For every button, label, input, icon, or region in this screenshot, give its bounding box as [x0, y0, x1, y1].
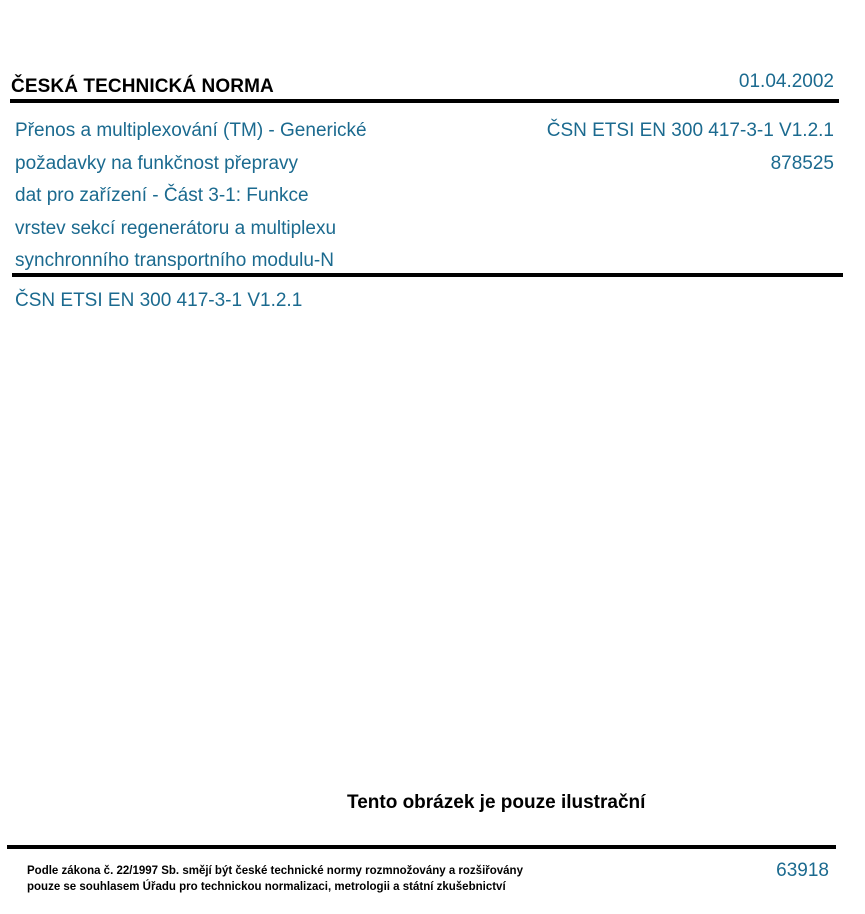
legal-line: pouze se souhlasem Úřadu pro technickou normalizaci, metrologii a státní zkušebnictví: [27, 881, 506, 893]
standard-id: ČSN ETSI EN 300 417-3-1 V1.2.1: [15, 290, 303, 311]
subject-line: synchronního transportního modulu-N: [15, 250, 334, 271]
class-number: 878525: [770, 152, 834, 174]
illustration-note: Tento obrázek je pouze ilustrační: [347, 792, 646, 813]
standard-subject: [15, 115, 445, 278]
catalog-number: 63918: [776, 860, 829, 881]
legal-notice: [27, 863, 523, 895]
issue-date: 01.04.2002: [738, 71, 834, 92]
bottom-divider: [7, 845, 836, 849]
subject-line: dat pro zařízení - Část 3-1: Funkce: [15, 185, 309, 206]
subject-line: požadavky na funkčnost přepravy: [15, 152, 299, 174]
middle-divider: [12, 273, 843, 277]
standard-designation: ČSN ETSI EN 300 417-3-1 V1.2.1: [546, 120, 834, 141]
designation-block: [547, 115, 834, 180]
subject-line: Přenos a multiplexování (TM) - Generické: [15, 120, 367, 141]
legal-line: Podle zákona č. 22/1997 Sb. smějí být české technické normy rozmnožovány a rozšiřovány: [27, 865, 523, 877]
top-divider: [10, 99, 839, 103]
document-type-title: ČESKÁ TECHNICKÁ NORMA: [11, 76, 274, 97]
subject-line: vrstev sekcí regenerátoru a multiplexu: [15, 217, 337, 239]
